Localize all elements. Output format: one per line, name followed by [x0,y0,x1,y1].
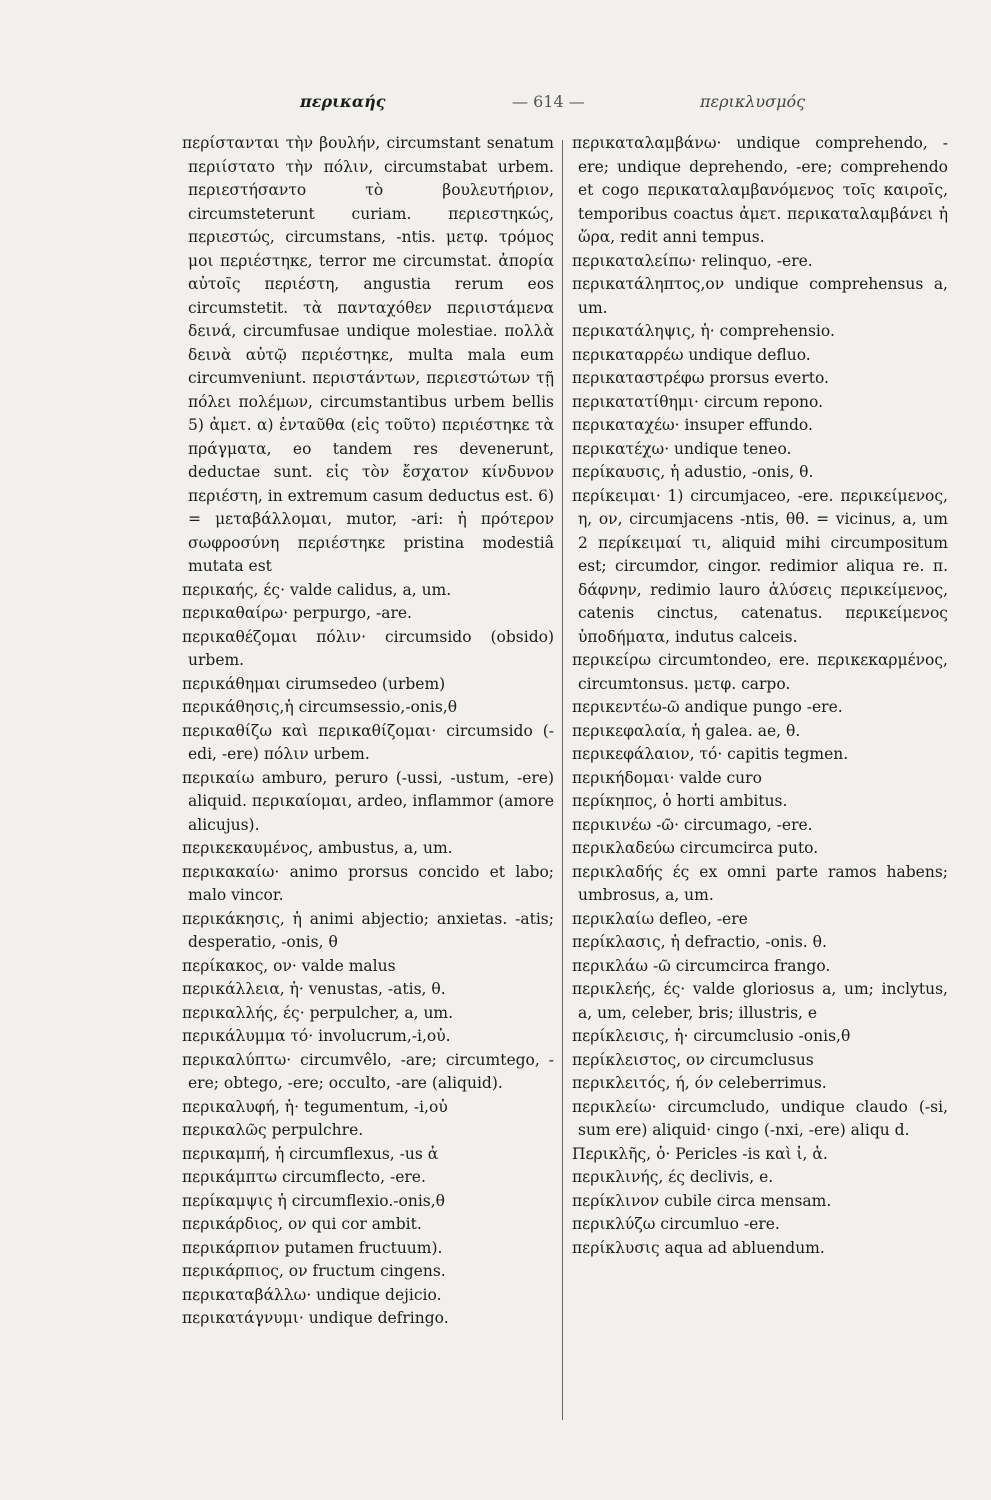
entry: περίκηπος, ὁ horti ambitus. [572,792,788,810]
entry: περικάλυμμα τό· involucrum,-i,οὐ. [182,1027,451,1045]
entry: περικινέω -ῶ· circumago, -ere. [572,815,813,834]
entry: περίκειμαι· 1) circumjaceo, -ere. περικείμενος, η, ον, circumjacens -ntis, θθ. = vicinus, a, um 2 περίκειμαί τι, aliquid mihi circumpositum est; circumdor, cingor. redimior aliqua re. π. δάφνην, redimio lauro ἁλύσεις περικείμενος, catenis cinctus, catenatus. περικείμενος ὑποδήματα, indutus calceis. [572,486,948,646]
entry: περικατέχω· undique teneo. [572,439,792,458]
entry: περικλαδής ές ex omni parte ramos habens; umbrosus, a, um. [572,862,948,904]
entry: περίκλασις, ἡ defractio, -onis. θ. [572,933,827,951]
entry: περικαθέζομαι πόλιν· circumsido (obsido) urbem. [182,627,554,669]
entry: Περικλῆς, ὁ· Pericles -is καὶ ἰ, ἀ. [572,1144,828,1163]
entry: περικεφαλαία, ἡ galea. ae, θ. [572,721,801,740]
entry: περικήδομαι· valde curo [572,768,762,787]
entry: περικαμπή, ἡ circumflexus, -us ἀ [182,1144,439,1163]
entry: περικεφάλαιον, τό· capitis tegmen. [572,745,849,763]
entry: περικλαδεύω circumcirca puto. [572,839,819,857]
entry: περικακαίω· animo prorsus concido et labo; malo vincor. [182,862,554,904]
entry: περίκλειστος, ον circumclusus [572,1050,814,1069]
entry: περικάλλεια, ἡ· venustas, -atis, θ. [182,980,446,998]
column-divider [562,140,563,1420]
entry: περικλάω -ῶ circumcirca frango. [572,956,831,975]
entry: περικαλλής, ές· perpulcher, a, um. [182,1003,454,1022]
entry: περικαθαίρω· perpurgo, -are. [182,604,412,622]
entry: περικαθίζω καὶ περικαθίζομαι· circumsido (-edi, -ere) πόλιν urbem. [182,721,554,763]
entry: περικεντέω-ῶ andique pungo -ere. [572,698,843,716]
entry: περίκλινον cubile circa mensam. [572,1191,832,1210]
left-column [182,132,554,1331]
entry: περικατάγνυμι· undique defringo. [182,1309,449,1327]
entry: περίκακος, ον· valde malus [182,956,396,975]
entry: περικάρπιον putamen fructuum). [182,1238,443,1257]
entry: περικαλῶς perpulchre. [182,1121,364,1139]
entry: περικεκαυμένος, ambustus, a, um. [182,839,453,857]
entry: περίκαμψις ἡ circumflexio.-onis,θ [182,1191,446,1210]
entry: περικαταστρέφω prorsus everto. [572,369,829,387]
entry: περικαταλείπω· relinquo, -ere. [572,251,813,270]
entry: περικάμπτω circumflecto, -ere. [182,1168,426,1186]
entry: περικαταρρέω undique defluo. [572,345,811,364]
entry: περικαής, ές· valde calidus, a, um. [182,580,452,599]
entry: περικατάληπτος,ον undique comprehensus a, um. [572,275,948,317]
entry: περικάρδιος, ον qui cor ambit. [182,1215,422,1233]
entry: περικάκησις, ἡ animi abjectio; anxietas. -atis; desperatio, -onis, θ [182,909,554,951]
entry: περίκλεισις, ἡ· circumclusio -onis,θ [572,1027,851,1045]
page-number: — 614 — [512,92,585,111]
entry: περικλείω· circumcludo, undique claudo (-si, sum ere) aliquid· cingo (-nxi, -ere) aliqu d. [572,1097,948,1139]
right-column [572,132,948,1260]
entry: περικλαίω defleo, -ere [572,909,748,928]
entry: περικαταλαμβάνω· undique comprehendo, -ere; undique deprehendo, -ere; comprehendo et cogo περικαταλαμβανόμενος τοῖς καιροῖς, temporibus coactus ἀμετ. περικαταλαμβάνει ἡ ὥρα, redit anni tempus. [572,134,948,246]
entry: περικαταβάλλω· undique dejicio. [182,1285,442,1304]
entry: περικάθησις,ἡ circumsessio,-onis,θ [182,698,458,716]
entry: περικλύζω circumluo -ere. [572,1215,780,1233]
entry: περικατάληψις, ἡ· comprehensio. [572,322,835,340]
running-head-left: περικαής [300,92,386,111]
entry: περικλειτός, ή, όν celeberrimus. [572,1074,827,1092]
entry: περικαλυφή, ἡ· tegumentum, -i,οὐ [182,1097,448,1116]
entry: περικαίω amburo, peruro (-ussi, -ustum, -ere) aliquid. περικαίομαι, ardeo, inflammor (amore alicujus). [182,768,554,834]
entry: περικείρω circumtondeo, ere. περικεκαρμένος, circumtonsus. μετφ. carpo. [572,651,948,693]
entry: περικλινής, ές declivis, e. [572,1168,774,1186]
entry: περικαλύπτω· circumvêlo, -are; circumtego, -ere; obtego, -ere; occulto, -are (aliquid). [182,1050,554,1092]
entry: περικάθημαι cirumsedeo (urbem) [182,674,446,693]
entry: περικλεής, ές· valde gloriosus a, um; inclytus, a, um, celeber, bris; illustris, e [572,980,948,1022]
entry: περίκλυσις aqua ad abluendum. [572,1238,825,1257]
entry: περίκαυσις, ἡ adustio, -onis, θ. [572,463,814,481]
running-head-right: περικλυσμός [700,92,806,111]
entry: περικαταχέω· insuper effundo. [572,416,813,434]
entry: περίστανται τὴν βουλήν, circumstant senatum περιίστατο τὴν πόλιν, circumstabat urbem. περιεστήσαντο τὸ βουλευτήριον, circumsteterunt curiam. περιεστηκώς, περιεστώς, circumstans, -ntis. μετφ. τρόμος μοι περιέστηκε, terror me circumstat. ἀπορία αὐτοῖς περιέστη, angustia rerum eos circumstetit. τὰ πανταχόθεν περιιστάμενα δεινά, circumfusae undique molestiae. πολλὰ δεινὰ αὐτῷ περιέστηκε, multa mala eum circumveniunt. περιστάντων, περιεστώτων τῇ πόλει πολέμων, circumstantibus urbem bellis 5) ἀμετ. α) ἐνταῦθα (εἰς τοῦτο) περιέστηκε τὰ πράγματα, eo tandem res devenerunt, deductae sunt. εἰς τὸν ἔσχατον κίνδυνον περιέστη, in extremum casum deductus est. 6) = μεταβάλλομαι, mutor, -ari: ἡ πρότερον σωφροσύνη περιέστηκε pristina modestiâ mutata est [182,134,555,575]
entry: περικάρπιος, ον fructum cingens. [182,1262,446,1280]
entry: περικατατίθημι· circum repono. [572,392,824,411]
